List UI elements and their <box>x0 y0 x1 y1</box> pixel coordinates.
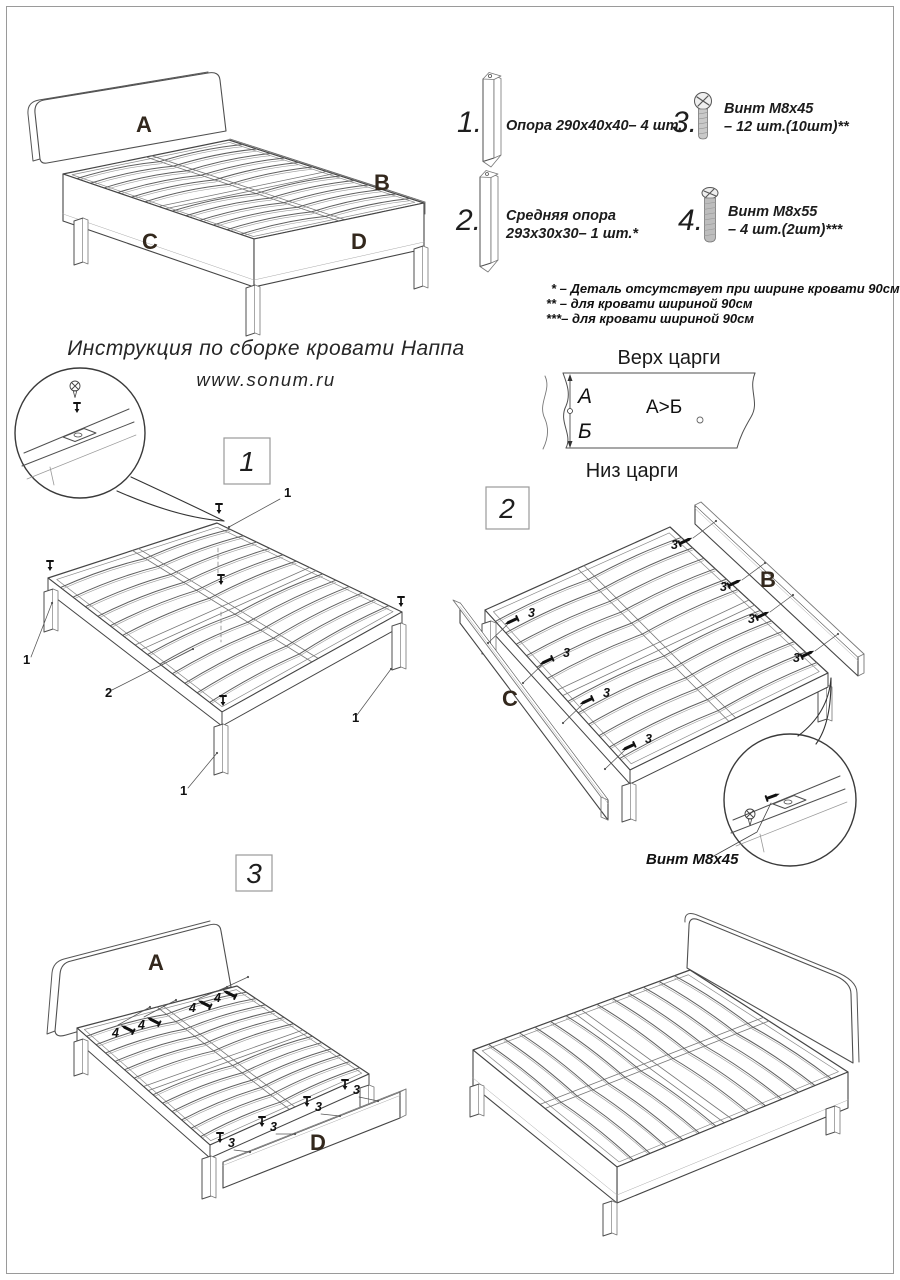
step2-screw-marker: 3 <box>603 686 610 700</box>
step3-foot-screw-marker: 3 <box>353 1083 360 1097</box>
part3-number: 3. <box>672 106 698 139</box>
step1-leg-marker: 1 <box>352 710 360 725</box>
part3-label-line1: Винт М8х45 <box>724 101 814 117</box>
step2-screw-marker: 3 <box>720 580 727 594</box>
step3-drawing <box>47 921 406 1199</box>
overview-back-rail-label: B <box>374 170 390 195</box>
step2-screw-marker: 3 <box>793 651 800 665</box>
step1-leg-marker: 1 <box>23 652 31 667</box>
step2-back-rail-label: B <box>760 567 776 592</box>
part2-label-line1: Средняя опора <box>506 208 616 224</box>
website-url: www.sonum.ru <box>196 369 336 390</box>
step3-head-screw-marker: 4 <box>189 1001 196 1015</box>
footnote-3: ***– для кровати шириной 90см <box>546 311 754 326</box>
step1-number: 1 <box>239 446 255 477</box>
tsarga-rule: А>Б <box>646 397 683 418</box>
step1-support-marker: 2 <box>105 685 113 700</box>
overview-front-rail-label: D <box>351 229 367 254</box>
tsarga-letter-b: Б <box>578 420 592 443</box>
step2-screw-marker: 3 <box>671 538 678 552</box>
step3-foot-screw-marker: 3 <box>315 1100 322 1114</box>
overview-bed-drawing <box>28 72 428 336</box>
part3-label-line2: – 12 шт.(10шт)** <box>724 119 849 135</box>
step2-screw-marker: 3 <box>563 646 570 660</box>
step1-drawing <box>15 368 406 788</box>
footnote-1: * – Деталь отсутствует при ширине кровати 90см <box>551 281 900 296</box>
step3-front-rail-label: D <box>310 1130 326 1155</box>
step2-left-rail-label: C <box>502 686 518 711</box>
step3-head-screw-marker: 4 <box>112 1026 119 1040</box>
step1-leg-marker: 1 <box>180 783 188 798</box>
step2-screw-marker: 3 <box>528 606 535 620</box>
part4-label-line2: – 4 шт.(2шт)*** <box>728 222 843 238</box>
step3-head-screw-marker: 4 <box>214 991 221 1005</box>
step3-foot-screw-marker: 3 <box>228 1136 235 1150</box>
part4-number: 4. <box>678 204 704 237</box>
page-title: Инструкция по сборке кровати Наппа <box>67 337 465 360</box>
overview-headboard-label: A <box>136 112 152 137</box>
part1-label: Опора 290х40х40– 4 шт. <box>506 118 683 134</box>
step2-screw-marker: 3 <box>748 612 755 626</box>
step3-head-screw-marker: 4 <box>138 1018 145 1032</box>
step3-number: 3 <box>246 858 262 889</box>
step2-number: 2 <box>499 493 515 524</box>
step1-leg-marker: 1 <box>284 485 292 500</box>
tsarga-letter-a: А <box>578 385 593 408</box>
step2-drawing <box>453 502 864 866</box>
parts-list-icons <box>480 73 718 273</box>
step2-screw-marker: 3 <box>645 732 652 746</box>
part2-number: 2. <box>456 204 482 237</box>
step2-screw-note: Винт М8х45 <box>646 851 739 868</box>
tsarga-bottom-label: Низ царги <box>585 460 679 482</box>
assembled-bed-drawing <box>470 914 859 1236</box>
part4-label-line1: Винт М8х55 <box>728 204 818 220</box>
overview-left-rail-label: C <box>142 229 158 254</box>
part1-number: 1. <box>457 106 483 139</box>
step3-headboard-label: A <box>148 950 164 975</box>
part2-label-line2: 293х30х30– 1 шт.* <box>506 226 639 242</box>
step3-foot-screw-marker: 3 <box>270 1120 277 1134</box>
tsarga-top-label: Верх царги <box>617 347 721 369</box>
footnote-2: ** – для кровати шириной 90см <box>546 296 753 311</box>
